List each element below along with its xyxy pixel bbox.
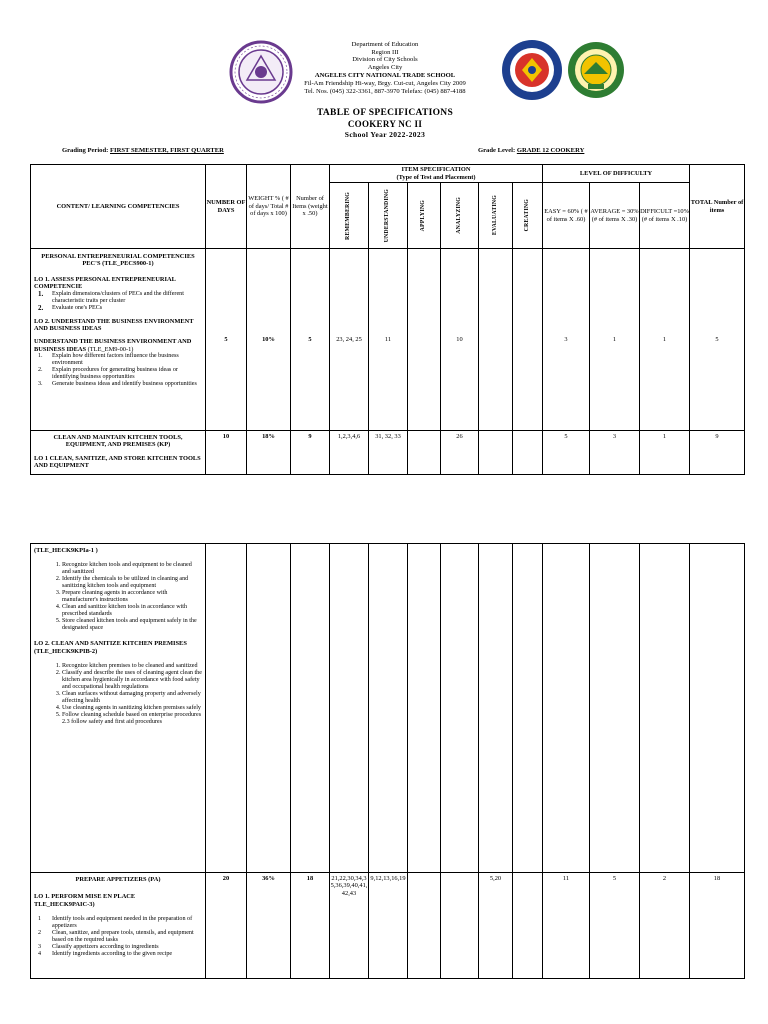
school-address: Fil-Am Friendship Hi-way, Brgy. Cut-cut, Angeles City 2009: [304, 80, 466, 87]
evaluating-label: EVALUATING: [491, 195, 498, 236]
items-cell: 18: [291, 873, 330, 979]
list-item: 1. Explain dimensions/clusters of PECs and the different characteristic traits per cluster: [38, 289, 184, 304]
col-days: NUMBER OF DAYS: [206, 165, 247, 249]
list-item: 4 Identify ingredients according to the given recipe: [38, 951, 173, 958]
total-cell: 5: [690, 249, 745, 431]
easy-cell: 3: [543, 249, 590, 431]
understanding-cell: 31, 32, 33: [369, 431, 408, 475]
learning-objective: UNDERSTAND THE BUSINESS ENVIRONMENT AND BUSINESS IDEAS (TLE_EM9-00-1): [34, 338, 192, 353]
col-weight: WEIGHT % ( # of days/ Total # of days x 100): [247, 165, 291, 249]
empty-cell: [640, 544, 690, 873]
empty-cell: [247, 544, 291, 873]
division-seal-logo: [566, 40, 626, 100]
remembering-cell: 23, 24, 25: [330, 249, 369, 431]
competency-code: (TLE_HECK9KPIa-1 ): [34, 547, 98, 554]
evaluating-cell: [479, 431, 513, 475]
table-row: [31, 249, 745, 431]
list-item: 3. Clean surfaces without damaging property and adversely affecting health: [62, 691, 202, 705]
list-item: 1 Identify tools and equipment needed in the preparation of appetizers: [38, 916, 193, 930]
document-title: TABLE OF SPECIFICATIONS: [316, 108, 454, 118]
col-item-spec: [330, 165, 543, 183]
creating-cell: [513, 431, 543, 475]
item-spec-label: ITEM SPECIFICATION: [401, 166, 471, 174]
analyzing-cell: 26: [441, 431, 479, 475]
list-item: 2. Classify and describe the uses of cleaning agent clean the kitchen area hygienically in accordance with food safety and occupational health regulations: [62, 670, 202, 691]
items-cell: 5: [291, 249, 330, 431]
deped-seal-logo: [500, 38, 564, 102]
understanding-cell: 9,12,13,16,19: [369, 873, 408, 979]
competency-cell: [31, 431, 206, 475]
total-cell: 18: [690, 873, 745, 979]
days-cell: 10: [206, 431, 247, 475]
evaluating-cell: [479, 249, 513, 431]
school-name: ANGELES CITY NATIONAL TRADE SCHOOL: [314, 72, 456, 79]
header-line: Department of Education: [351, 41, 419, 48]
objective-list: [34, 916, 202, 958]
list-item: 1. Explain how different factors influence the business environment: [38, 353, 179, 367]
learning-objective: LO 1. PERFORM MISE EN PLACE: [34, 893, 136, 901]
list-item: 4. Clean and sanitize kitchen tools in accordance with prescribed standards: [62, 604, 202, 618]
grade-level-value: GRADE 12 COOKERY: [516, 147, 585, 154]
total-cell: 9: [690, 431, 745, 475]
table-row: [31, 873, 745, 979]
empty-cell: [206, 544, 247, 873]
col-analyzing: [441, 183, 479, 249]
header-line: Angeles City: [367, 63, 403, 71]
learning-objective: LO 1. ASSESS PERSONAL ENTREPRENEURIAL COMPETENCIE: [34, 275, 176, 291]
col-remembering: [330, 183, 369, 249]
document-subtitle: COOKERY NC II: [347, 119, 423, 129]
days-cell: 20: [206, 873, 247, 979]
learning-objective: LO 2. UNDERSTAND THE BUSINESS ENVIRONMENT AND BUSINESS IDEAS: [34, 317, 194, 333]
col-understanding: [369, 183, 408, 249]
list-item: 3. Prepare cleaning agents in accordance with manufacturer's instructions: [62, 590, 202, 604]
understanding-label: UNDERSTANDING: [384, 188, 391, 243]
competency-code: TLE_HECK9PAIC-3): [34, 900, 95, 908]
section-title: PERSONAL ENTREPRENEURIAL COMPETENCIES PEC'S (TLE_PECS900-1): [41, 253, 195, 268]
list-item: 5. Store cleaned kitchen tools and equipment safely in the designated space: [62, 618, 202, 632]
creating-cell: [513, 249, 543, 431]
analyzing-cell: 10: [441, 249, 479, 431]
learning-objective: LO 2. CLEAN AND SANITIZE KITCHEN PREMISES: [34, 640, 187, 648]
competency-code: (TLE_HECK9KPIB-2): [34, 647, 98, 655]
average-cell: 3: [590, 431, 640, 475]
applying-cell: [408, 249, 441, 431]
list-item: 1. Recognize kitchen tools and equipment to be cleaned and sanitized: [62, 562, 202, 576]
header-line: Division of City Schools: [352, 56, 418, 63]
difficult-cell: 1: [640, 431, 690, 475]
objective-list: [34, 291, 202, 312]
empty-cell: [690, 544, 745, 873]
empty-cell: [369, 544, 408, 873]
average-cell: 1: [590, 249, 640, 431]
grading-period-value: FIRST SEMESTER, FIRST QUARTER: [110, 147, 224, 154]
remembering-label: REMEMBERING: [345, 191, 352, 240]
competency-cell: [31, 249, 206, 431]
easy-cell: 11: [543, 873, 590, 979]
list-item: 3 Classify appetizers according to ingredients: [38, 944, 159, 951]
objective-list: [34, 663, 202, 726]
header-line: Region III: [371, 48, 399, 56]
analyzing-cell: [441, 873, 479, 979]
understanding-cell: 11: [369, 249, 408, 431]
empty-cell: [291, 544, 330, 873]
list-item: 5. Follow cleaning schedule based on enterprise procedures 2.3 follow safety and first aid procedures: [62, 712, 202, 726]
specifications-table-continued: [30, 543, 745, 979]
average-cell: 5: [590, 873, 640, 979]
list-item: 4. Use cleaning agents in sanitizing kitchen premises safely: [62, 705, 202, 712]
easy-cell: 5: [543, 431, 590, 475]
empty-cell: [330, 544, 369, 873]
competency-cell: [31, 873, 206, 979]
table-row: [31, 544, 745, 873]
table-row: [31, 431, 745, 475]
empty-cell: [543, 544, 590, 873]
col-content: CONTENT/ LEARNING COMPETENCIES: [31, 165, 206, 249]
specifications-table: [30, 164, 745, 475]
grading-period-label: Grading Period:: [62, 147, 109, 154]
list-item: 2 Clean, sanitize, and prepare tools, utensils, and equipment based on the required tasks: [38, 930, 194, 944]
objective-list: [34, 562, 202, 632]
list-item: 2. Identify the chemicals to be utilized in cleaning and sanitizing kitchen tools and equipment: [62, 576, 202, 590]
empty-cell: [479, 544, 513, 873]
list-item: 2. Evaluate one's PECs: [38, 303, 103, 312]
empty-cell: [590, 544, 640, 873]
empty-cell: [513, 544, 543, 873]
difficult-cell: 1: [640, 249, 690, 431]
list-item: 2. Explain procedures for generating business ideas or identifying business opportunities: [38, 367, 178, 381]
empty-cell: [408, 544, 441, 873]
col-creating: [513, 183, 543, 249]
days-cell: 5: [206, 249, 247, 431]
creating-cell: [513, 873, 543, 979]
list-item: 1. Recognize kitchen premises to be cleaned and sanitized: [62, 663, 202, 670]
weight-cell: 36%: [247, 873, 291, 979]
applying-cell: [408, 431, 441, 475]
grading-period: [62, 147, 224, 154]
remembering-cell: 21,22,30,34,35,36,39,40,41,42,43: [330, 873, 369, 979]
section-title: PREPARE APPETIZERS (PA): [75, 876, 161, 883]
col-evaluating: [479, 183, 513, 249]
objective-list: [34, 353, 202, 388]
school-tel: Tel. Nos. (045) 322-3361, 887-3970 Telefax: (045) 887-4188: [304, 88, 466, 95]
item-spec-sublabel: (Type of Test and Placement): [396, 173, 476, 181]
weight-cell: 10%: [247, 249, 291, 431]
applying-cell: [408, 873, 441, 979]
learning-objective: LO 1 CLEAN, SANITIZE, AND STORE KITCHEN TOOLS AND EQUIPMENT: [34, 454, 201, 470]
applying-label: APPLYING: [420, 199, 427, 232]
difficult-cell: 2: [640, 873, 690, 979]
grade-level: [478, 147, 584, 154]
col-applying: [408, 183, 441, 249]
list-item: 3. Generate business ideas and identify business opportunities: [38, 381, 197, 388]
col-average: AVERAGE = 30% (# of items X .30): [590, 183, 640, 249]
remembering-cell: 1,2,3,4,6: [330, 431, 369, 475]
competency-cell: [31, 544, 206, 873]
grade-level-label: Grade Level:: [478, 147, 516, 154]
evaluating-cell: 5,20: [479, 873, 513, 979]
col-easy: EASY = 60% ( # of items X .60): [543, 183, 590, 249]
col-difficulty: LEVEL OF DIFFICULTY: [543, 165, 690, 183]
analyzing-label: ANALYZING: [455, 197, 462, 234]
col-difficult: DIFFICULT =10% (# of items X .10): [640, 183, 690, 249]
items-cell: 9: [291, 431, 330, 475]
weight-cell: 18%: [247, 431, 291, 475]
school-year: School Year 2022-2023: [344, 130, 426, 139]
col-total: TOTAL Number of items: [690, 165, 745, 249]
creating-label: CREATING: [523, 199, 530, 232]
empty-cell: [441, 544, 479, 873]
section-title: CLEAN AND MAINTAIN KITCHEN TOOLS, EQUIPMENT, AND PREMISES (KP): [53, 434, 183, 449]
col-items: Number of Items (weight x .50): [291, 165, 330, 249]
